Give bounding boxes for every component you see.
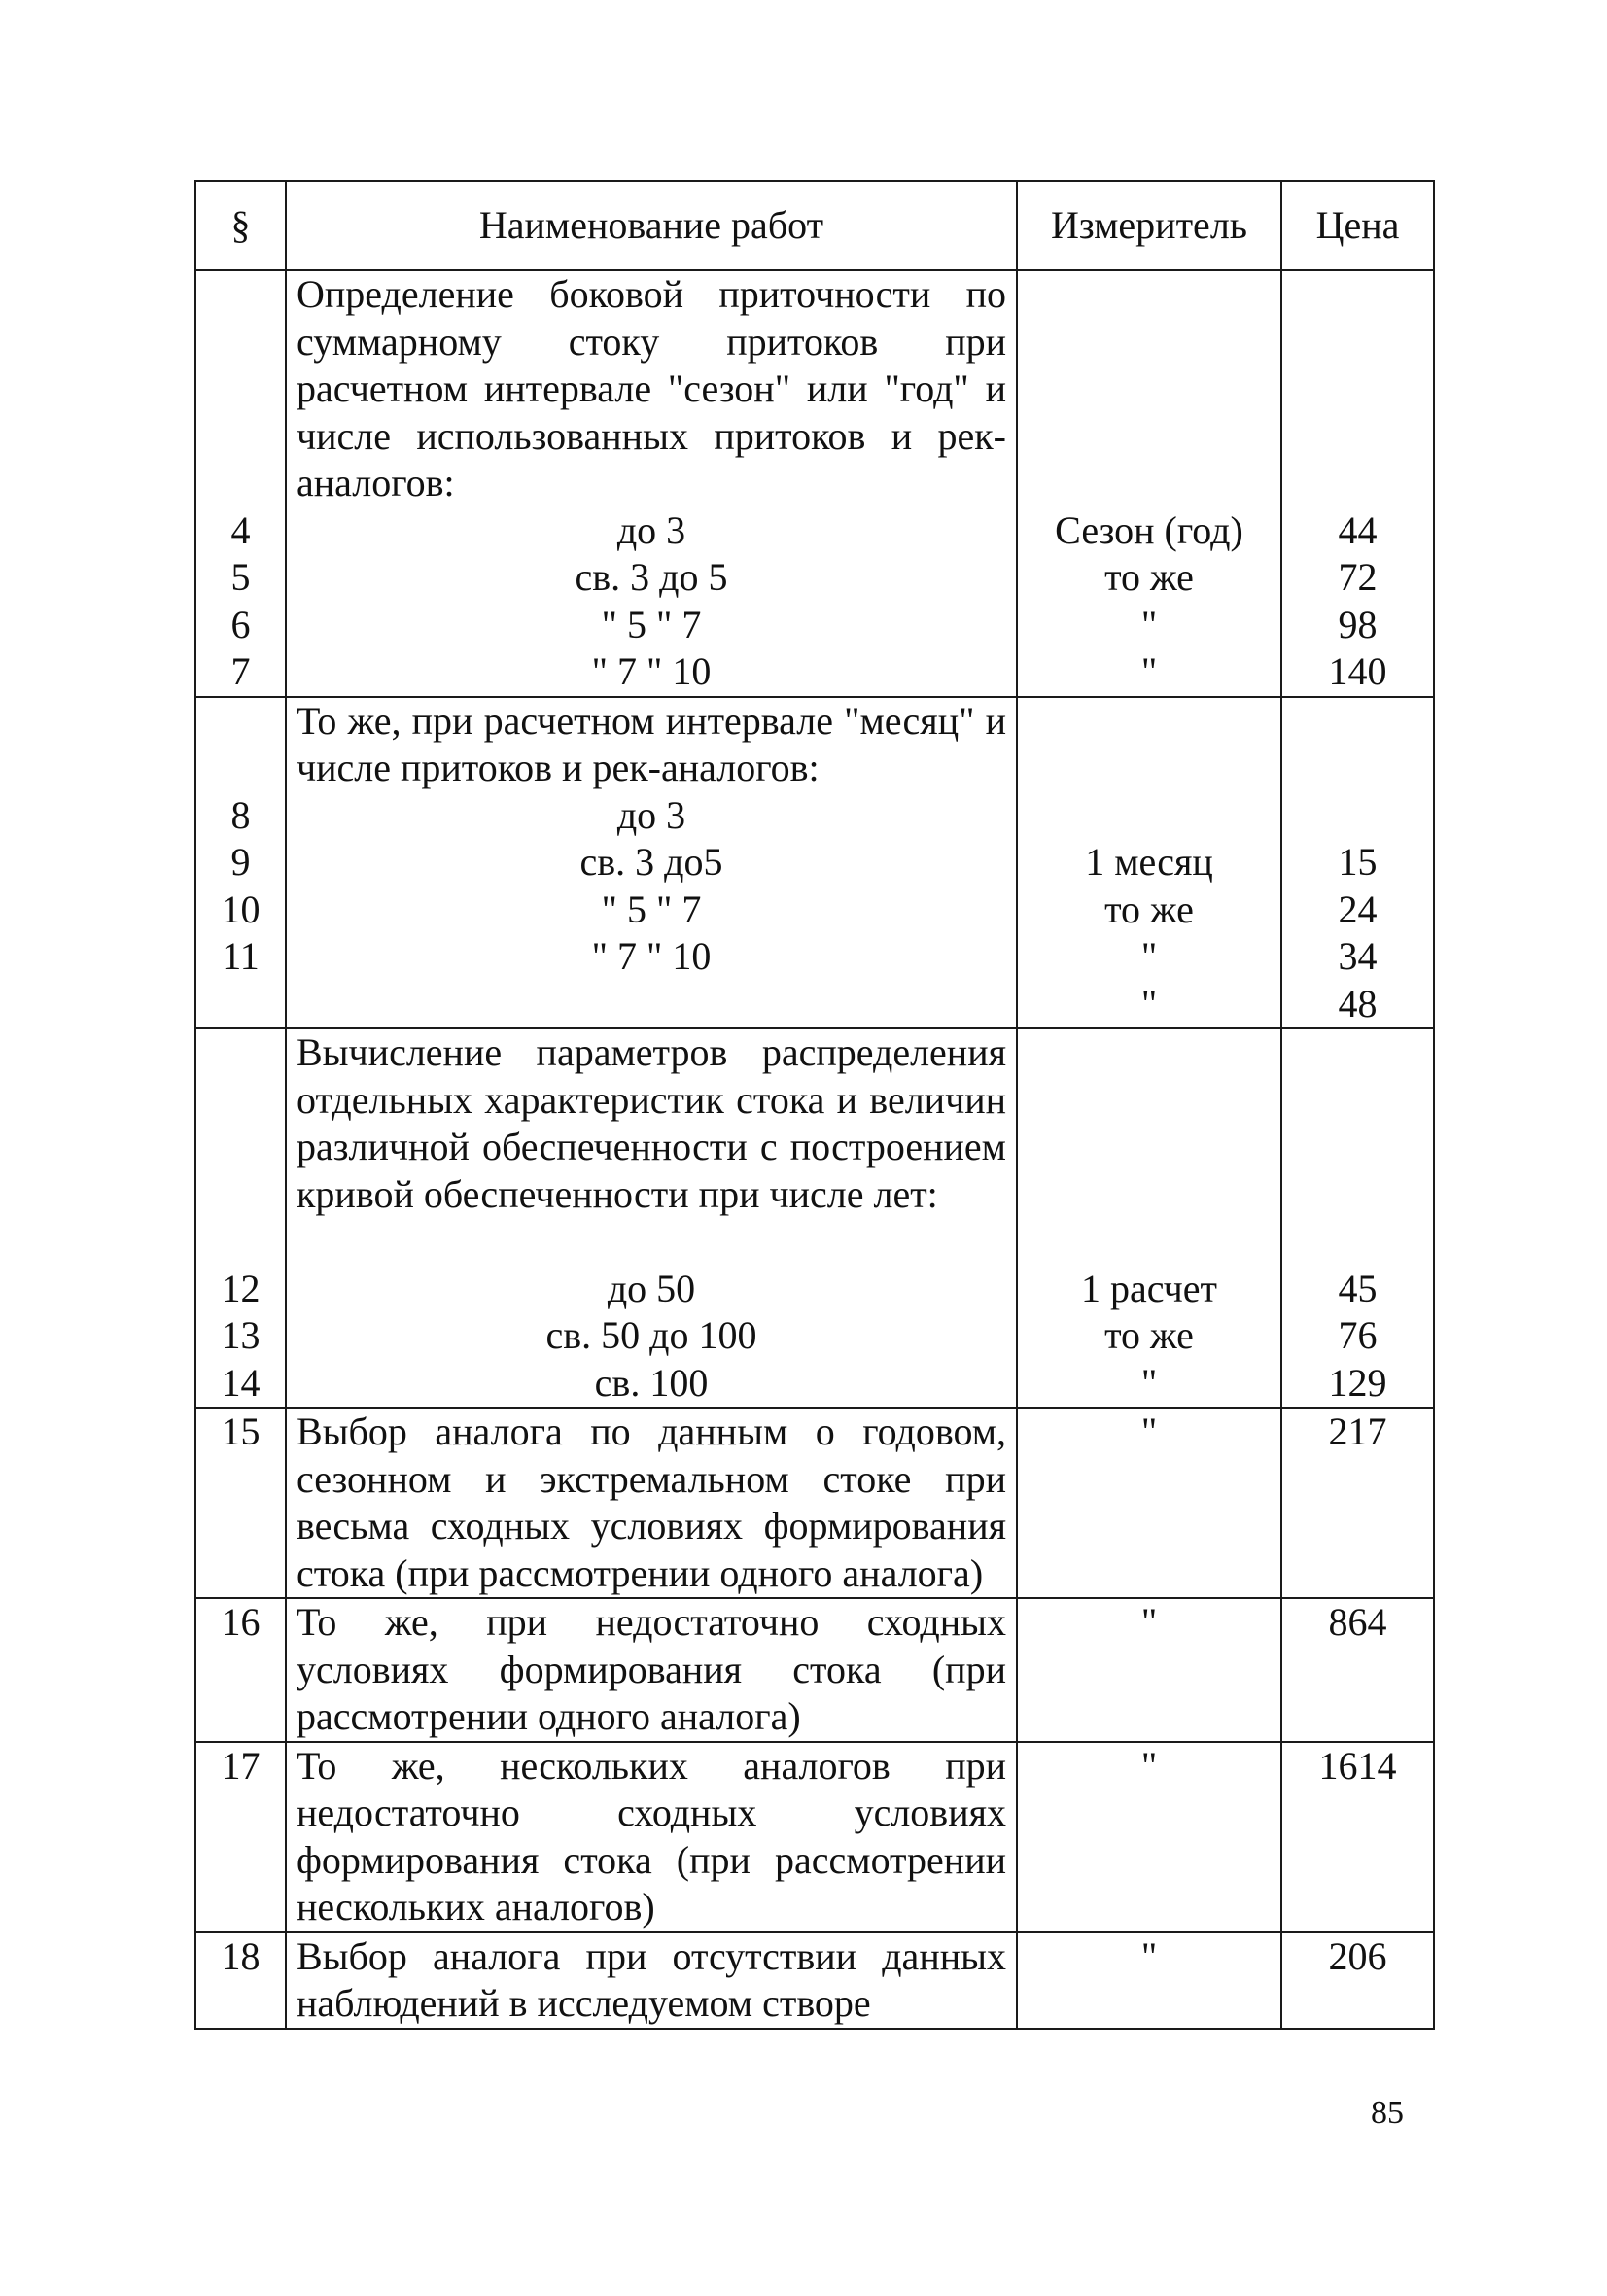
unit-cell	[1017, 697, 1281, 1029]
item-label: " 5 " 7	[601, 887, 702, 931]
unit-cell	[1017, 1028, 1281, 1408]
row-number: 16	[195, 1598, 286, 1742]
item-unit: "	[1140, 1360, 1158, 1405]
item-price: 217	[1281, 1408, 1434, 1598]
item-unit: "	[1017, 1408, 1281, 1598]
table-row	[195, 1742, 1434, 1932]
work-name-cell: То же, нескольких аналогов при недостаточно сходных условиях формирования стока (при рассмотрении нескольких аналогов)	[286, 1742, 1017, 1932]
row-number: 9	[230, 840, 251, 884]
item-price: 48	[1338, 981, 1378, 1026]
item-label: до 3	[616, 792, 686, 837]
group-intro: То же, при расчетном интервале "месяц" и числе притоков и рек-аналогов:	[297, 698, 1006, 789]
item-unit: "	[1017, 1742, 1281, 1932]
row-number: 18	[195, 1932, 286, 2029]
price-cell	[1281, 1028, 1434, 1408]
row-number: 5	[230, 555, 251, 599]
item-price: 72	[1338, 555, 1378, 599]
header-unit: Измеритель	[1017, 181, 1281, 270]
row-number	[206, 981, 275, 1028]
item-label: " 5 " 7	[601, 602, 702, 646]
item-label: до 3	[616, 507, 686, 552]
item-unit: то же	[1104, 887, 1194, 931]
item-label: " 7 " 10	[591, 649, 712, 693]
work-name-cell	[286, 1028, 1017, 1408]
item-unit	[1028, 792, 1271, 840]
item-unit: то же	[1104, 555, 1194, 599]
price-table	[194, 180, 1435, 2030]
item-price: 129	[1328, 1360, 1387, 1405]
item-unit: "	[1140, 981, 1158, 1026]
item-price: 15	[1338, 840, 1378, 884]
item-unit: "	[1017, 1598, 1281, 1742]
item-unit: 1 месяц	[1085, 840, 1213, 884]
work-name-cell: Выбор аналога при отсутствии данных наблюдений в исследуемом створе	[286, 1932, 1017, 2029]
header-name: Наименование работ	[286, 181, 1017, 270]
row-number: 6	[230, 602, 251, 646]
table-row	[195, 1028, 1434, 1408]
item-label: св. 50 до 100	[545, 1313, 757, 1357]
item-unit: "	[1140, 602, 1158, 646]
item-label: св. 3 до 5	[575, 555, 728, 599]
item-unit: "	[1017, 1932, 1281, 2029]
page-number: 85	[1371, 2095, 1404, 2131]
item-price: 76	[1338, 1313, 1378, 1357]
row-number: 13	[221, 1313, 261, 1357]
item-price: 24	[1338, 887, 1378, 931]
group-intro: Определение боковой приточности по суммарному стоку притоков при расчетном интервале "сезон" или "год" и числе использованных притоков и рек-аналогов:	[297, 272, 1006, 504]
price-cell	[1281, 697, 1434, 1029]
item-label: св. 3 до5	[579, 840, 723, 884]
unit-cell	[1017, 270, 1281, 697]
item-unit: 1 расчет	[1080, 1266, 1218, 1310]
item-unit: "	[1140, 649, 1158, 693]
work-name-cell	[286, 697, 1017, 1029]
work-name-cell: Выбор аналога по данным о годовом, сезонном и экстремальном стоке при весьма сходных условиях формирования стока (при рассмотрении одного аналога)	[286, 1408, 1017, 1598]
row-number: 17	[195, 1742, 286, 1932]
item-unit: "	[1140, 934, 1158, 978]
section-cell	[195, 270, 286, 697]
row-number: 10	[221, 887, 261, 931]
table-row	[195, 1598, 1434, 1742]
work-name-cell: То же, при недостаточно сходных условиях формирования стока (при рассмотрении одного аналога)	[286, 1598, 1017, 1742]
item-price	[1292, 792, 1423, 840]
table-header-row	[195, 181, 1434, 270]
item-price: 1614	[1281, 1742, 1434, 1932]
row-number: 11	[222, 934, 260, 978]
work-name-cell	[286, 270, 1017, 697]
table-row	[195, 1408, 1434, 1598]
row-number: 8	[230, 792, 251, 837]
table-row	[195, 270, 1434, 697]
header-section: §	[195, 181, 286, 270]
item-unit: Сезон (год)	[1055, 507, 1243, 552]
group-intro: Вычисление параметров распределения отдельных характеристик стока и величин различной обеспеченности с построением кривой обеспеченности при числе лет:	[297, 1030, 1006, 1216]
item-label: до 50	[607, 1266, 696, 1310]
price-cell	[1281, 270, 1434, 697]
section-cell	[195, 1028, 286, 1408]
row-number: 14	[221, 1360, 261, 1405]
item-price: 34	[1338, 934, 1378, 978]
row-number: 12	[221, 1266, 261, 1310]
section-cell	[195, 697, 286, 1029]
item-price: 45	[1338, 1266, 1378, 1310]
item-unit: то же	[1104, 1313, 1194, 1357]
item-label	[297, 981, 1006, 1028]
row-number: 7	[230, 649, 251, 693]
header-price: Цена	[1281, 181, 1434, 270]
item-price: 44	[1338, 507, 1378, 552]
table-row	[195, 1932, 1434, 2029]
item-label: " 7 " 10	[591, 934, 712, 978]
item-price: 864	[1281, 1598, 1434, 1742]
table-row	[195, 697, 1434, 1029]
item-label: св. 100	[594, 1360, 709, 1405]
item-price: 98	[1338, 602, 1378, 646]
row-number: 4	[230, 507, 251, 552]
item-price: 206	[1281, 1932, 1434, 2029]
item-price: 140	[1328, 649, 1387, 693]
row-number: 15	[195, 1408, 286, 1598]
